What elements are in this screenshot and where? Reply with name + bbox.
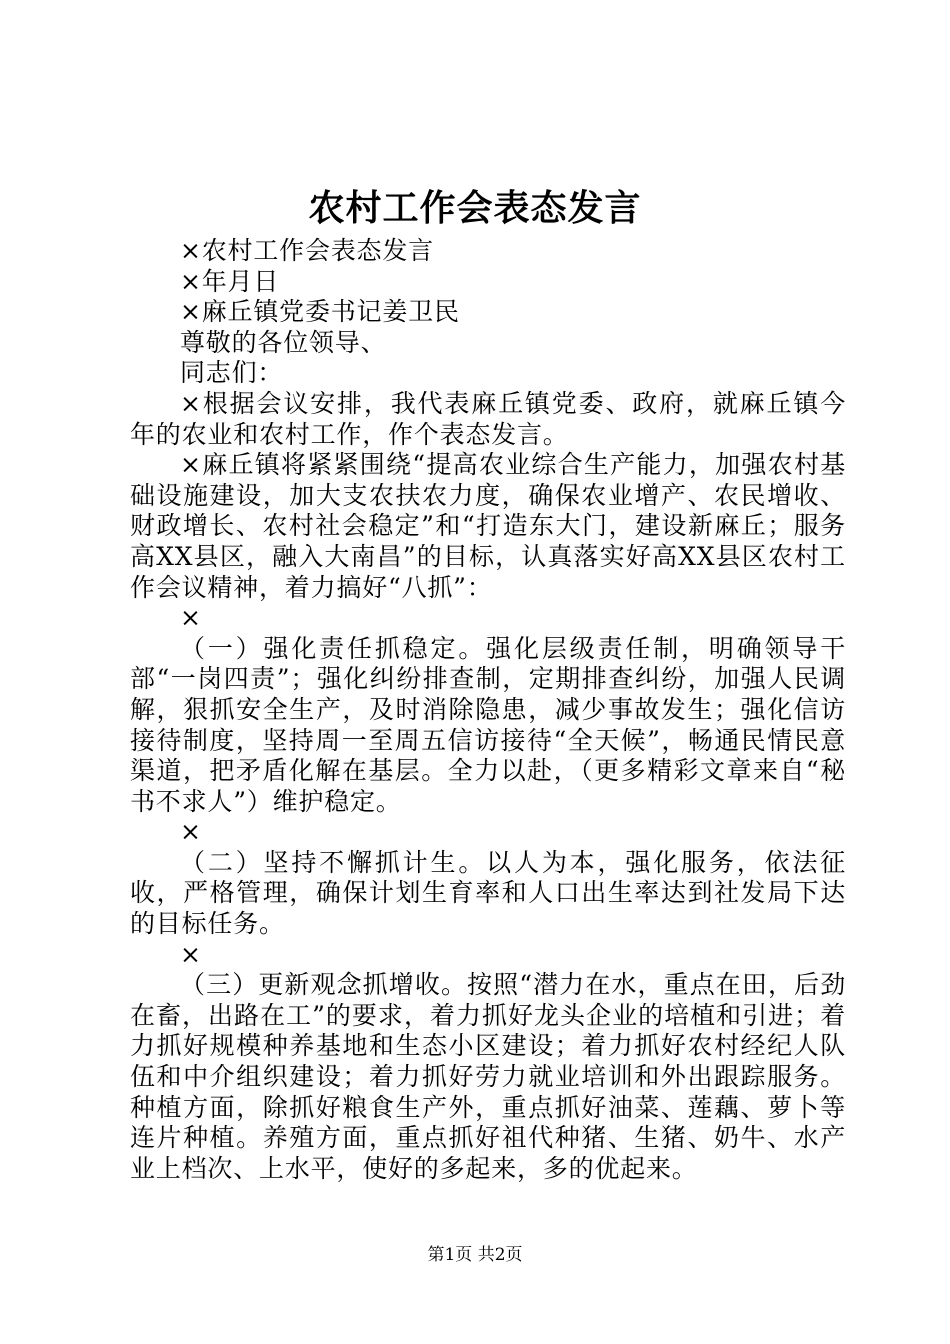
paragraph-section-1: （一）强化责任抓稳定。强化层级责任制，明确领导干部“一岗四责”；强化纠纷排查制，定期排查纠纷，加强人民调解，狠抓安全生产，及时消除隐患，减少事故发生；强化信访接待制度，坚持周一至周五信访接待“全天候”，畅通民情民意渠道，把矛盾化解在基层。全力以赴，（更多精彩文章来自“秘书不求人”）维护稳定。: [130, 633, 846, 816]
page-footer: 第1页 共2页: [427, 1245, 523, 1265]
paragraph-marker: ×: [180, 939, 202, 969]
paragraph-heading-line: ×农村工作会表态发言: [180, 236, 434, 265]
document-title: 农村工作会表态发言: [308, 187, 642, 229]
paragraph-salutation-1: 尊敬的各位领导、: [180, 327, 387, 357]
paragraph-date-line: ×年月日: [180, 266, 280, 296]
paragraph-speaker-line: ×麻丘镇党委书记姜卫民: [180, 297, 460, 327]
paragraph-section-2: （二）坚持不懈抓计生。以人为本，强化服务，依法征收，严格管理，确保计划生育率和人口出生率达到社发局下达的目标任务。: [130, 847, 846, 939]
paragraph-section-3: （三）更新观念抓增收。按照“潜力在水，重点在田，后劲在畜，出路在工”的要求，着力抓好龙头企业的培植和引进；着力抓好规模种养基地和生态小区建设；着力抓好农村经纪人队伍和中介组织建设；着力抓好劳力就业培训和外出跟踪服务。种植方面，除抓好粮食生产外，重点抓好油菜、莲藕、萝卜等连片种植。养殖方面，重点抓好祖代种猪、生猪、奶牛、水产业上档次、上水平，使好的多起来，多的优起来。: [130, 970, 846, 1183]
document-body: [130, 236, 846, 1184]
paragraph-marker: ×: [180, 603, 202, 633]
paragraph-salutation-2: 同志们：: [180, 358, 284, 388]
paragraph-intro: ×根据会议安排，我代表麻丘镇党委、政府，就麻丘镇今年的农业和农村工作，作个表态发言。: [130, 388, 846, 449]
paragraph-goals: ×麻丘镇将紧紧围绕“提高农业综合生产能力，加强农村基础设施建设，加大支农扶农力度，确保农业增产、农民增收、财政增长、农村社会稳定”和“打造东大门，建设新麻丘；服务高XX县区，融入大南昌”的目标，认真落实好高XX县区农村工作会议精神，着力搞好“八抓”：: [130, 450, 846, 602]
paragraph-marker: ×: [180, 817, 202, 847]
